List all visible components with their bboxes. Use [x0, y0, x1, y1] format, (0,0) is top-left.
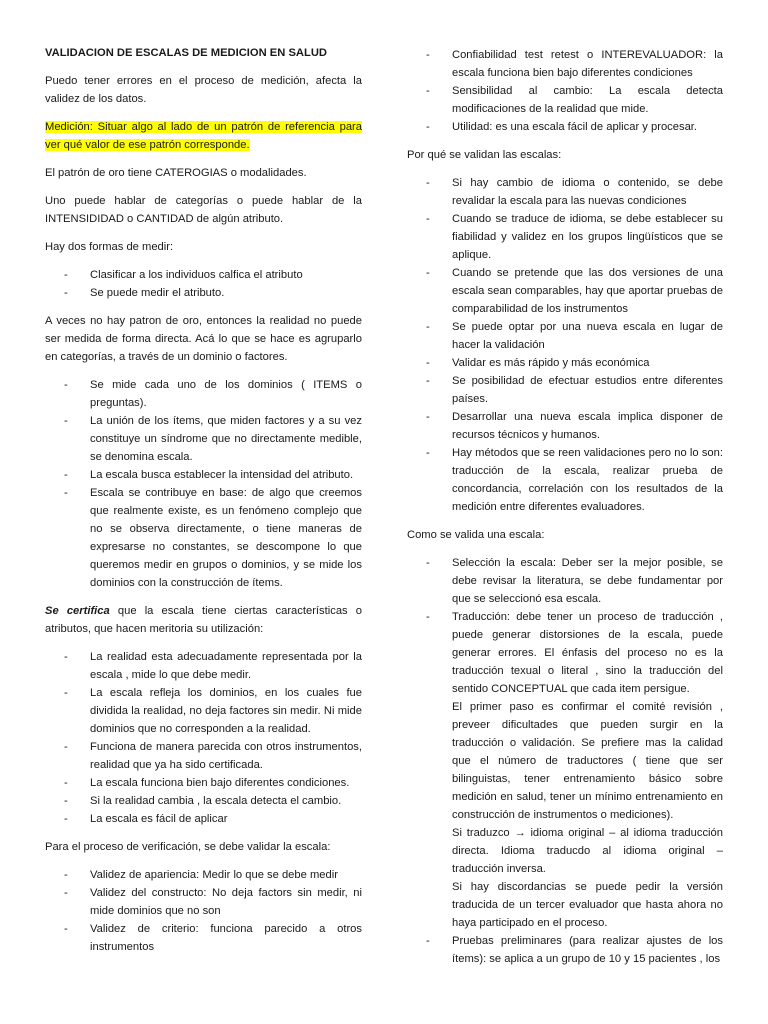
list-item: - Se puede optar por una nueva escala en lugar de hacer la validación: [407, 318, 723, 354]
highlighted-definition: [45, 118, 362, 154]
list-item: - Cuando se traduce de idioma, se debe establecer su fiabilidad y validez en los grupos lingüísticos que se aplique.: [407, 210, 723, 264]
document-title: VALIDACION DE ESCALAS DE MEDICION EN SALUD: [45, 47, 327, 59]
paragraph: Por qué se validan las escalas:: [407, 149, 562, 161]
list-item: - Si la realidad cambia , la escala detecta el cambio.: [45, 792, 362, 810]
list-item: - Si hay cambio de idioma o contenido, se debe revalidar la escala para las nuevas condiciones: [407, 174, 723, 210]
list-item: - Confiabilidad test retest o INTEREVALUADOR: la escala funciona bien bajo diferentes condiciones: [407, 46, 723, 82]
list-item: - Validar es más rápido y más económica: [407, 354, 723, 372]
list-item: - Desarrollar una nueva escala implica disponer de recursos técnicos y humanos.: [407, 408, 723, 444]
list-item: - La realidad esta adecuadamente representada por la escala , mide lo que debe medir.: [45, 648, 362, 684]
list-item: - La unión de los ítems, que miden factores y a su vez constituye un síndrome que no directamente medible, se denomina escala.: [45, 412, 362, 466]
list-item: - La escala funciona bien bajo diferentes condiciones.: [45, 774, 362, 792]
indented-paragraph: Si hay discordancias se puede pedir la versión traducida de un tercer evaluador que hasta ahora no haya participado en el proceso.: [452, 881, 723, 929]
list-item: - Funciona de manera parecida con otros instrumentos, realidad que ya ha sido certificada.: [45, 738, 362, 774]
bullet-list: [45, 866, 362, 956]
list-item: - Traducción: debe tener un proceso de traducción , puede generar distorsiones de la escala, puede generar errores. El énfasis del proceso no es la traducción texual o literal , sino la traducción del sentido CONCEPTUAL que cada item persigue.: [407, 608, 723, 698]
list-item: - Pruebas preliminares (para realizar ajustes de los ítems): se aplica a un grupo de 10 y 15 pacientes , los: [407, 932, 723, 968]
paragraph: Puedo tener errores en el proceso de medición, afecta la validez de los datos.: [45, 75, 362, 105]
right-column: [407, 46, 723, 978]
paragraph-text: que la escala tiene ciertas características o atributos, que hacen meritoria su utilización:: [45, 605, 363, 635]
list-item: - Clasificar a los individuos calfica el atributo: [45, 266, 362, 284]
list-item: - Utilidad: es una escala fácil de aplicar y procesar.: [407, 118, 723, 136]
left-column: [45, 44, 362, 966]
list-item: - La escala busca establecer la intensidad del atributo.: [45, 466, 362, 484]
bullet-list: [407, 46, 723, 136]
paragraph: Para el proceso de verificación, se debe validar la escala:: [45, 841, 331, 853]
bullet-list: [407, 174, 723, 516]
paragraph: El patrón de oro tiene CATEROGIAS o modalidades.: [45, 167, 307, 179]
list-item: - Validez del constructo: No deja factors sin medir, ni mide dominios que no son: [45, 884, 362, 920]
list-item: - Selección la escala: Deber ser la mejor posible, se debe revisar la literatura, se debe fundamentar por que se seleccionó esa escala.: [407, 554, 723, 608]
paragraph: Uno puede hablar de categorías o puede hablar de la INTENSIDIDAD o CANTIDAD de algún atributo.: [45, 195, 362, 225]
list-item: - Sensibilidad al cambio: La escala detecta modificaciones de la realidad que mide.: [407, 82, 723, 118]
paragraph: Como se valida una escala:: [407, 529, 545, 541]
list-item: - Se mide cada uno de los dominios ( ITEMS o preguntas).: [45, 376, 362, 412]
list-item: - Cuando se pretende que las dos versiones de una escala sean comparables, hay que aportar pruebas de comparabilidad de los instrumentos: [407, 264, 723, 318]
emphasis-text: Se certifica: [45, 605, 110, 617]
list-item: - Se puede medir el atributo.: [45, 284, 362, 302]
paragraph: Hay dos formas de medir:: [45, 241, 174, 253]
list-item: - La escala es fácil de aplicar: [45, 810, 362, 828]
highlight-text: Medición: Situar algo al lado de un patrón de referencia para ver qué valor de ese patrón corresponde.: [45, 121, 362, 151]
bullet-list: [45, 266, 362, 302]
paragraph: [45, 602, 362, 638]
bullet-list: [45, 648, 362, 828]
indented-paragraph: Si traduzco → idioma original – al idioma traducción directa. Idioma traducdo al idioma original – traducción inversa.: [452, 827, 723, 875]
bullet-list: [45, 376, 362, 592]
paragraph: A veces no hay patron de oro, entonces la realidad no puede ser medida de forma directa. Acá lo que se hace es agruparlo en categorías, a través de un dominio o factores.: [45, 315, 362, 363]
list-item: - Escala se contribuye en base: de algo que creemos que realmente existe, es un fenómeno complejo que no se observa directamente, o tiene maneras de expresarse no constantes, se descompone lo que queremos medir en grupos o dominios, y se mide los dominios con la construcción de ítems.: [45, 484, 362, 592]
list-item: - La escala refleja los dominios, en los cuales fue dividida la realidad, no deja factores sin medir. Ni mide dominios que no corresponden a la realidad.: [45, 684, 362, 738]
list-item: - Validez de criterio: funciona parecido a otros instrumentos: [45, 920, 362, 956]
bullet-list: [407, 932, 723, 968]
list-item: - Validez de apariencia: Medir lo que se debe medir: [45, 866, 362, 884]
list-item: - Hay métodos que se reen validaciones pero no lo son: traducción de la escala, realizar prueba de concordancia, correlación con los resultados de la medición entre diferentes evaluadores.: [407, 444, 723, 516]
bullet-list: [407, 554, 723, 698]
indented-paragraph: El primer paso es confirmar el comité revisión , preveer dificultades que pueden surgir en la traducción o validación. Se prefiere mas la calidad que el número de traductores ( tiene que ser bilinguistas, tener entrenamiento básico sobre medición en salud, tener un mínimo entrenamiento en construcción de instrumentos o mediciones).: [452, 701, 723, 821]
list-item: - Se posibilidad de efectuar estudios entre diferentes países.: [407, 372, 723, 408]
